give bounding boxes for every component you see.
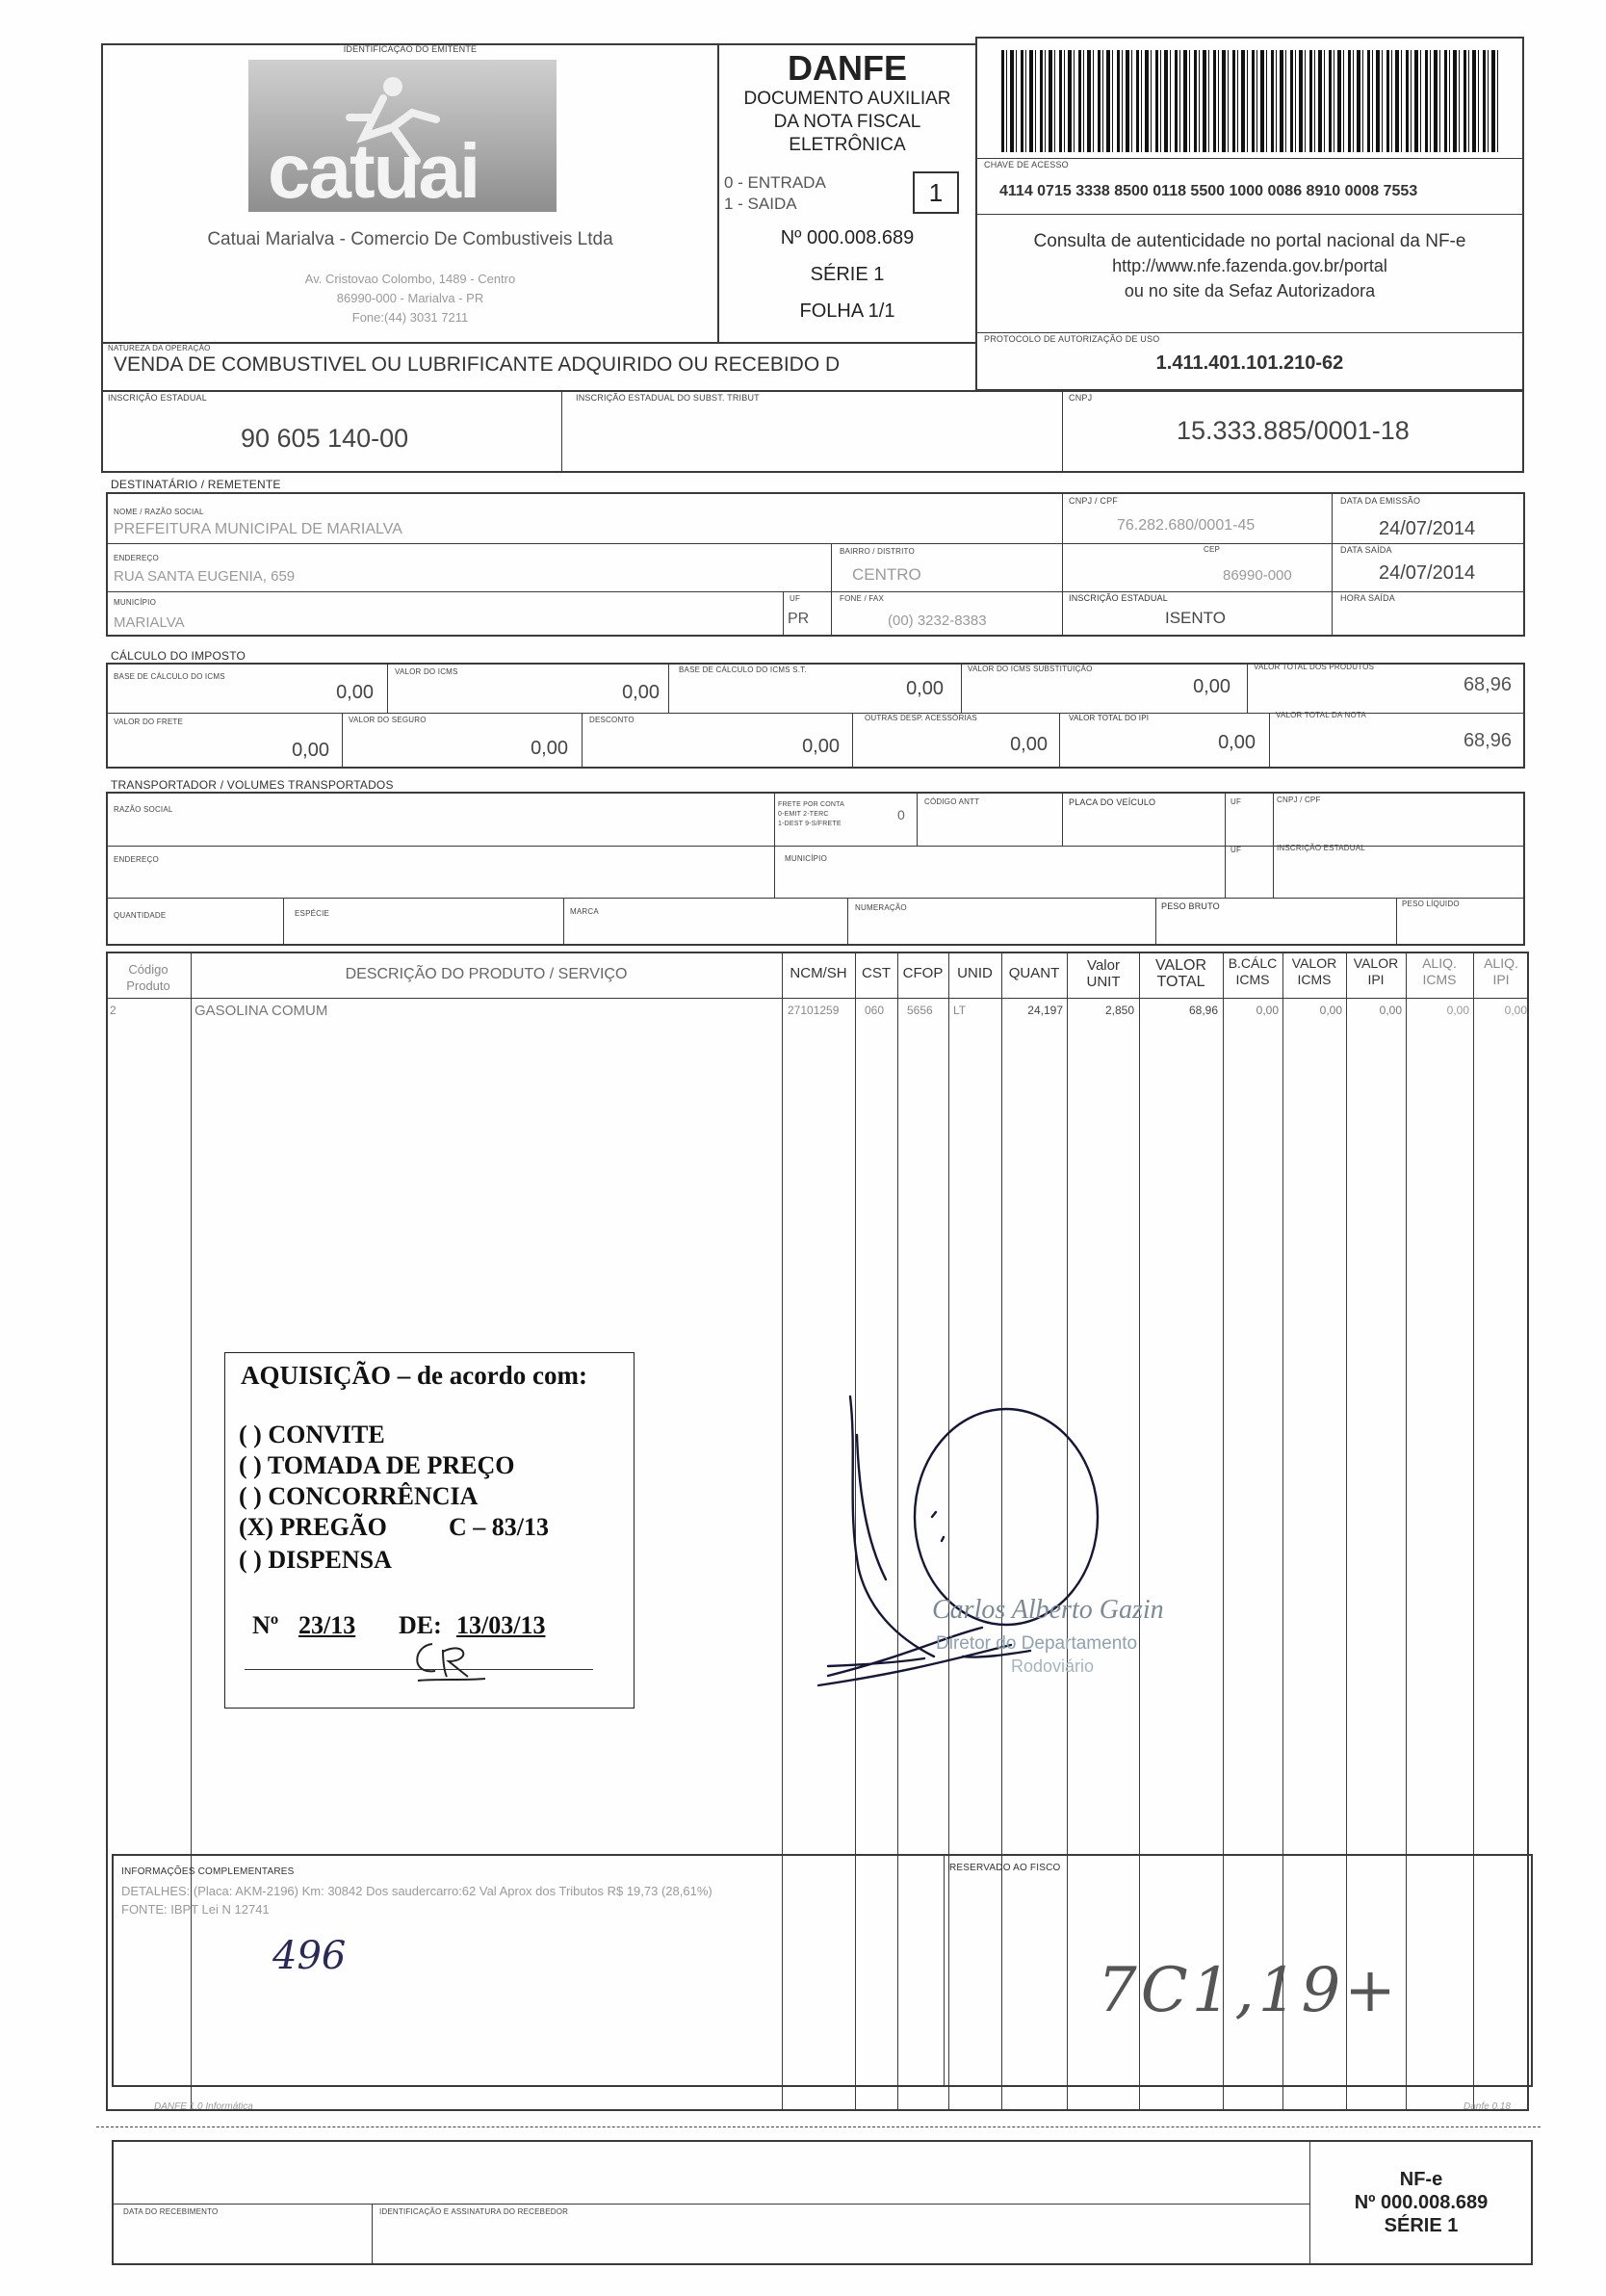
stamp-opt-tomada: ( ) TOMADA DE PREÇO — [239, 1451, 515, 1479]
outras-label: OUTRAS DESP. ACESSÓRIAS — [865, 714, 977, 722]
divider — [1062, 591, 1063, 637]
divider — [961, 663, 962, 713]
divider — [1062, 792, 1063, 846]
divider — [668, 663, 669, 713]
bc-icms-label: BASE DE CÁLCULO DO ICMS — [114, 672, 225, 681]
stamp-opt-concorrencia: ( ) CONCORRÊNCIA — [239, 1482, 479, 1510]
frete-conta-2: 0-EMIT 2-TERC — [778, 811, 829, 818]
seguro-label: VALOR DO SEGURO — [349, 716, 427, 724]
transp-uf2-label: UF — [1230, 846, 1242, 854]
transp-razao-label: RAZÃO SOCIAL — [114, 805, 173, 814]
dest-box — [106, 492, 1525, 637]
frete-conta-value: 0 — [897, 807, 905, 822]
dest-cep-label: CEP — [1204, 545, 1221, 554]
peso-bruto-label: PESO BRUTO — [1161, 901, 1220, 911]
handwritten-total: 7C1,19+ — [1098, 1955, 1400, 2026]
protocolo-label: PROTOCOLO DE AUTORIZAÇÃO DE USO — [984, 334, 1160, 344]
divider — [387, 663, 388, 713]
bc-st-label: BASE DE CÁLCULO DO ICMS S.T. — [679, 665, 807, 674]
dest-cnpj: 76.282.680/0001-45 — [1117, 517, 1256, 534]
row-cst: 060 — [865, 1004, 885, 1017]
placa-label: PLACA DO VEÍCULO — [1069, 797, 1156, 807]
th-cfop: CFOP — [902, 965, 944, 981]
bc-st-value: 0,00 — [906, 678, 944, 699]
dest-saida-label: DATA SAÍDA — [1340, 545, 1392, 555]
dest-municipio-label: MUNICÍPIO — [114, 598, 157, 607]
frete-conta-3: 1-DEST 9-S/FRETE — [778, 821, 842, 827]
transp-endereco-label: ENDEREÇO — [114, 855, 159, 864]
dest-emissao-label: DATA DA EMISSÃO — [1340, 496, 1421, 506]
natureza-value: VENDA DE COMBUSTIVEL OU LUBRIFICANTE ADQUIRIDO OU RECEBIDO D — [114, 353, 841, 376]
row-bc: 0,00 — [1256, 1004, 1279, 1017]
th-codigo: Código Produto — [126, 962, 170, 993]
desconto-value: 0,00 — [802, 736, 840, 757]
antt-label: CÓDIGO ANTT — [924, 797, 980, 806]
th-aipi: ALIQ. IPI — [1484, 955, 1518, 987]
v-icms-label: VALOR DO ICMS — [395, 667, 458, 676]
divider — [944, 1854, 945, 2087]
dest-emissao: 24/07/2014 — [1379, 518, 1476, 539]
canhoto-numero: Nº 000.008.689 — [1354, 2192, 1489, 2213]
ipi-value: 0,00 — [1218, 732, 1256, 753]
divider — [1269, 713, 1270, 769]
divider — [852, 713, 853, 769]
stamp-title: AQUISIÇÃO – de acordo com: — [241, 1361, 587, 1390]
carimbo-setor: Rodoviário — [1011, 1657, 1095, 1676]
cnpj-value: 15.333.885/0001-18 — [1177, 416, 1410, 445]
seguro-value: 0,00 — [531, 738, 568, 759]
danfe-title: DANFE — [788, 48, 907, 88]
divider — [372, 2204, 373, 2265]
th-descricao: DESCRIÇÃO DO PRODUTO / SERVIÇO — [345, 966, 628, 982]
protocolo-value: 1.411.401.101.210-62 — [1155, 352, 1344, 374]
marca-label: MARCA — [570, 907, 599, 916]
reservado-label: RESERVADO AO FISCO — [949, 1863, 1061, 1873]
transp-section: TRANSPORTADOR / VOLUMES TRANSPORTADOS — [111, 778, 394, 792]
row-quant: 24,197 — [1027, 1004, 1063, 1017]
divider — [106, 898, 1525, 899]
stamp-opt-convite: ( ) CONVITE — [239, 1421, 385, 1448]
dest-uf-label: UF — [790, 594, 801, 603]
dest-endereco-label: ENDEREÇO — [114, 554, 159, 562]
stamp-opt-dispensa: ( ) DISPENSA — [239, 1546, 392, 1574]
transp-cnpj-label: CNPJ / CPF — [1277, 796, 1321, 804]
stamp-data: 13/03/13 — [456, 1611, 546, 1639]
v-st-value: 0,00 — [1193, 676, 1230, 697]
emitter-name: Catuai Marialva - Comercio De Combustiveis Ltda — [207, 229, 613, 249]
th-vicms: VALOR ICMS — [1291, 955, 1337, 987]
divider — [917, 792, 918, 846]
row-vipi: 0,00 — [1379, 1004, 1402, 1017]
numeracao-label: NUMERAÇÃO — [855, 903, 907, 912]
row-vicms: 0,00 — [1319, 1004, 1342, 1017]
th-vunit: Valor UNIT — [1086, 957, 1121, 990]
peso-liquido-label: PESO LÍQUIDO — [1402, 900, 1460, 908]
assinatura-label: IDENTIFICAÇÃO E ASSINATURA DO RECEBEDOR — [379, 2207, 569, 2216]
row-ncm: 27101259 — [788, 1004, 840, 1017]
cnpj-label: CNPJ — [1069, 393, 1093, 403]
row-unid: LT — [953, 1004, 967, 1017]
divider — [1059, 713, 1060, 769]
row-descricao: GASOLINA COMUM — [194, 1003, 328, 1019]
nf-serie: SÉRIE 1 — [810, 264, 885, 285]
dest-municipio: MARIALVA — [114, 614, 185, 631]
dest-section: DESTINATÁRIO / REMETENTE — [111, 478, 281, 491]
divider — [112, 2204, 1309, 2205]
ie-label: INSCRIÇÃO ESTADUAL — [108, 393, 207, 403]
stamp-opt-pregao-num: C – 83/13 — [449, 1513, 549, 1541]
divider — [1225, 792, 1226, 898]
footer-right-note: Danfe 0.18 — [1464, 2101, 1511, 2112]
dest-bairro: CENTRO — [852, 565, 921, 584]
v-nota-label: VALOR TOTAL DA NOTA — [1276, 711, 1366, 719]
dest-bairro-label: BAIRRO / DISTRITO — [840, 547, 915, 556]
v-st-label: VALOR DO ICMS SUBSTITUIÇÃO — [968, 665, 1093, 673]
emitter-section-label: IDENTIFICAÇÃO DO EMITENTE — [343, 44, 478, 54]
canhoto-serie: SÉRIE 1 — [1384, 2215, 1459, 2236]
divider — [342, 713, 343, 769]
th-unid: UNID — [957, 965, 993, 981]
nf-folha: FOLHA 1/1 — [799, 300, 895, 322]
th-vipi: VALOR IPI — [1353, 955, 1399, 987]
divider — [774, 792, 775, 898]
quantidade-label: QUANTIDADE — [114, 911, 167, 920]
emitter-logo — [248, 60, 557, 212]
th-cst: CST — [862, 965, 891, 981]
dest-ie: ISENTO — [1165, 609, 1226, 627]
danfe-subtitle-3: ELETRÔNICA — [789, 135, 906, 155]
consulta-3: ou no site da Sefaz Autorizadora — [1124, 281, 1376, 300]
carimbo-nome: Carlos Alberto Gazin — [932, 1595, 1164, 1625]
row-vunit: 2,850 — [1104, 1004, 1134, 1017]
v-prod-label: VALOR TOTAL DOS PRODUTOS — [1254, 663, 1375, 671]
dest-fone: (00) 3232-8383 — [888, 613, 987, 629]
dest-nome-label: NOME / RAZÃO SOCIAL — [114, 508, 204, 516]
stamp-initials — [408, 1636, 485, 1684]
consulta-1: Consulta de autenticidade no portal nacional da NF-e — [1033, 231, 1466, 251]
stamp-de-label: DE: — [399, 1611, 442, 1639]
divider — [561, 390, 562, 473]
barcode — [1001, 50, 1502, 152]
aquisicao-stamp — [224, 1352, 635, 1709]
dest-saida: 24/07/2014 — [1379, 562, 1476, 584]
info-label: INFORMAÇÕES COMPLEMENTARES — [121, 1866, 295, 1877]
ie-st-label: INSCRIÇÃO ESTADUAL DO SUBST. TRIBUT — [576, 393, 760, 403]
divider — [783, 591, 784, 637]
especie-label: ESPÉCIE — [295, 909, 330, 918]
row-cfop: 5656 — [907, 1004, 933, 1017]
divider — [106, 998, 1529, 999]
transp-ie-label: INSCRIÇÃO ESTADUAL — [1277, 844, 1365, 852]
transp-uf-label: UF — [1230, 797, 1242, 806]
dest-fone-label: FONE / FAX — [840, 594, 885, 603]
divider — [1155, 898, 1156, 946]
handwritten-496: 496 — [272, 1934, 347, 1978]
ie-value: 90 605 140-00 — [241, 424, 409, 453]
divider — [1062, 492, 1063, 591]
divider — [106, 591, 1525, 592]
th-quant: QUANT — [1008, 965, 1060, 981]
divider — [1396, 898, 1397, 946]
th-aicms: ALIQ. ICMS — [1422, 955, 1457, 987]
entrada-label: 0 - ENTRADA — [724, 173, 826, 192]
nf-number: Nº 000.008.689 — [780, 227, 915, 248]
row-codigo: 2 — [110, 1004, 117, 1017]
desconto-label: DESCONTO — [589, 716, 635, 724]
divider — [975, 158, 1524, 159]
v-prod-value: 68,96 — [1463, 674, 1512, 695]
stamp-numero: 23/13 — [298, 1611, 356, 1639]
emitter-phone: Fone:(44) 3031 7211 — [351, 310, 469, 325]
canhoto-nfe: NF-e — [1399, 2169, 1443, 2190]
dest-endereco: RUA SANTA EUGENIA, 659 — [114, 568, 296, 585]
bc-icms-value: 0,00 — [336, 682, 374, 703]
footer-left-note: DANFE 1.0 Informática — [154, 2101, 253, 2112]
th-ncm: NCM/SH — [790, 965, 847, 981]
divider — [975, 214, 1524, 215]
saida-label: 1 - SAIDA — [724, 195, 797, 213]
divider — [975, 332, 1524, 333]
dest-ie-label: INSCRIÇÃO ESTADUAL — [1069, 593, 1168, 603]
frete-label: VALOR DO FRETE — [114, 718, 183, 726]
row-aipi: 0,00 — [1504, 1004, 1527, 1017]
info-line-1: DETALHES: (Placa: AKM-2196) Km: 30842 Dos saudercarro:62 Val Aprox dos Tributos R$ 19,73 (28,61%) — [121, 1884, 712, 1898]
consulta-2: http://www.nfe.fazenda.gov.br/portal — [1112, 256, 1387, 275]
divider — [106, 543, 1525, 544]
th-vtotal: VALOR TOTAL — [1154, 957, 1207, 990]
v-icms-value: 0,00 — [622, 682, 660, 703]
row-vtotal: 68,96 — [1188, 1004, 1218, 1017]
row-aicms: 0,00 — [1446, 1004, 1469, 1017]
divider — [1247, 663, 1248, 713]
chave-value: 4114 0715 3338 8500 0118 5500 1000 0086 8910 0008 7553 — [999, 183, 1418, 199]
tipo-box — [913, 171, 959, 214]
divider — [582, 713, 583, 769]
divider — [1062, 390, 1063, 473]
stamp-opt-pregao: (X) PREGÃO — [239, 1513, 387, 1541]
ipi-label: VALOR TOTAL DO IPI — [1069, 714, 1150, 722]
divider — [847, 898, 848, 946]
cut-line — [96, 2126, 1541, 2127]
stamp-numero-label: Nº — [252, 1611, 279, 1639]
imposto-section: CÁLCULO DO IMPOSTO — [111, 649, 246, 663]
info-line-2: FONTE: IBPT Lei N 12741 — [121, 1902, 270, 1917]
dest-hora-label: HORA SAÍDA — [1340, 593, 1396, 603]
recebimento-label: DATA DO RECEBIMENTO — [123, 2207, 219, 2216]
v-nota-value: 68,96 — [1463, 730, 1512, 751]
divider — [1332, 492, 1333, 637]
divider — [563, 898, 564, 946]
danfe-subtitle-2: DA NOTA FISCAL — [773, 112, 921, 132]
dest-cep: 86990-000 — [1223, 567, 1292, 584]
dest-nome: PREFEITURA MUNICIPAL DE MARIALVA — [114, 521, 402, 537]
emitter-address-2: 86990-000 - Marialva - PR — [336, 291, 484, 305]
divider — [1273, 792, 1274, 898]
dest-uf: PR — [788, 611, 810, 627]
tipo-value: 1 — [928, 178, 944, 207]
natureza-label: NATUREZA DA OPERAÇÃO — [108, 344, 211, 352]
danfe-subtitle-1: DOCUMENTO AUXILIAR — [743, 89, 951, 109]
logo-text: catuai — [268, 128, 479, 214]
transp-municipio-label: MUNICÍPIO — [785, 854, 828, 863]
outras-value: 0,00 — [1010, 734, 1048, 755]
dest-cnpj-label: CNPJ / CPF — [1069, 496, 1119, 506]
divider — [831, 543, 832, 591]
frete-value: 0,00 — [292, 740, 329, 761]
frete-conta-1: FRETE POR CONTA — [778, 801, 844, 808]
carimbo-cargo: Diretor do Departamento — [936, 1633, 1138, 1654]
chave-label: CHAVE DE ACESSO — [984, 160, 1069, 170]
divider — [831, 591, 832, 637]
emitter-address-1: Av. Cristovao Colombo, 1489 - Centro — [304, 272, 516, 286]
th-bc: B.CÁLC ICMS — [1228, 955, 1278, 987]
divider — [283, 898, 284, 946]
